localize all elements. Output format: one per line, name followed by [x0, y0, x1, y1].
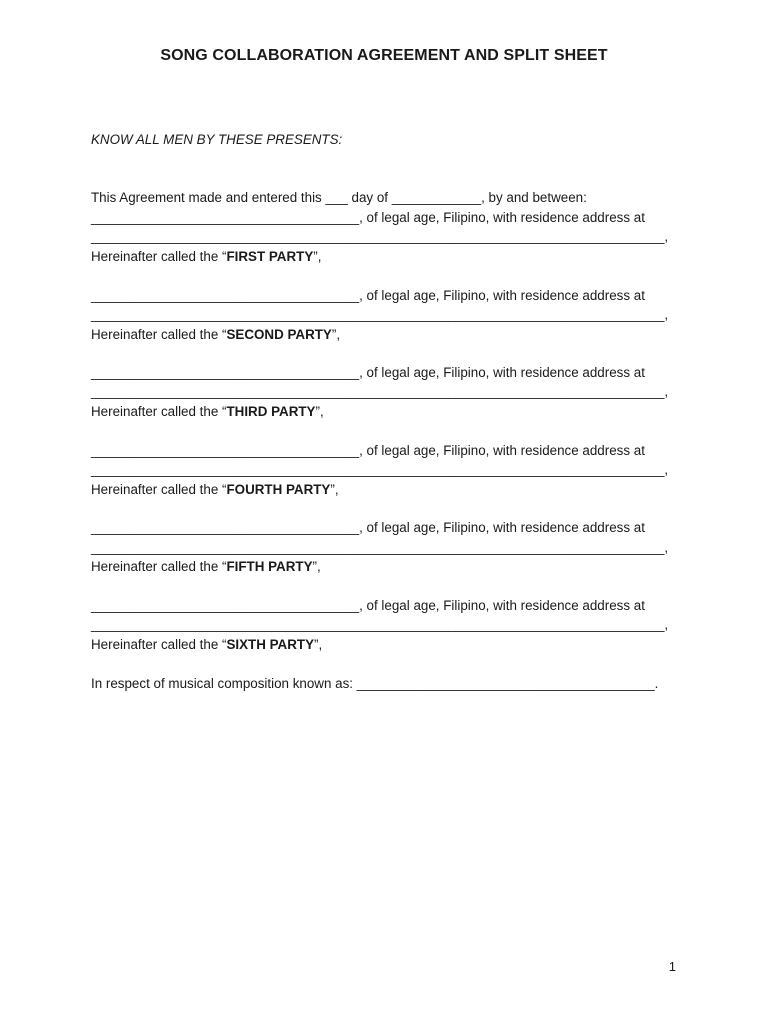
party-1-label: FIRST PARTY [226, 249, 314, 264]
party-6-name-line: ____________________________________, of legal age, Filipino, with residence address at [91, 598, 645, 613]
party-6-address-line: _____________________________________________________________________________, [91, 617, 669, 632]
party-3-designation: Hereinafter called the “THIRD PARTY”, [91, 404, 324, 419]
party-2-name-line: ____________________________________, of legal age, Filipino, with residence address at [91, 288, 645, 303]
party-5-label: FIFTH PARTY [226, 559, 313, 574]
party-3-name-line: ____________________________________, of legal age, Filipino, with residence address at [91, 365, 645, 380]
page-number: 1 [668, 959, 676, 974]
party-2-address-line: _____________________________________________________________________________, [91, 307, 669, 322]
document-title: SONG COLLABORATION AGREEMENT AND SPLIT SHEET [160, 47, 608, 64]
party-4-address-line: _____________________________________________________________________________, [91, 462, 669, 477]
party-1-designation: Hereinafter called the “FIRST PARTY”, [91, 249, 322, 264]
party-1-name-line: ____________________________________, of legal age, Filipino, with residence address at [91, 210, 645, 225]
party-2-label: SECOND PARTY [226, 327, 332, 342]
party-6-label: SIXTH PARTY [226, 637, 315, 652]
party-4-name-line: ____________________________________, of legal age, Filipino, with residence address at [91, 443, 645, 458]
party-5-designation: Hereinafter called the “FIFTH PARTY”, [91, 559, 321, 574]
party-4-designation: Hereinafter called the “FOURTH PARTY”, [91, 482, 339, 497]
party-3-label: THIRD PARTY [226, 404, 316, 419]
party-5-name-line: ____________________________________, of legal age, Filipino, with residence address at [91, 520, 645, 535]
intro-line: This Agreement made and entered this ___ day of ____________, by and between: [91, 190, 587, 205]
party-1-address-line: _____________________________________________________________________________, [91, 229, 669, 244]
party-3-address-line: _____________________________________________________________________________, [91, 384, 669, 399]
party-5-address-line: _____________________________________________________________________________, [91, 540, 669, 555]
party-6-designation: Hereinafter called the “SIXTH PARTY”, [91, 637, 323, 652]
party-4-label: FOURTH PARTY [226, 482, 331, 497]
composition-line: In respect of musical composition known as: ________________________________________. [91, 676, 659, 691]
know-all-heading: KNOW ALL MEN BY THESE PRESENTS: [91, 132, 343, 147]
party-2-designation: Hereinafter called the “SECOND PARTY”, [91, 327, 341, 342]
